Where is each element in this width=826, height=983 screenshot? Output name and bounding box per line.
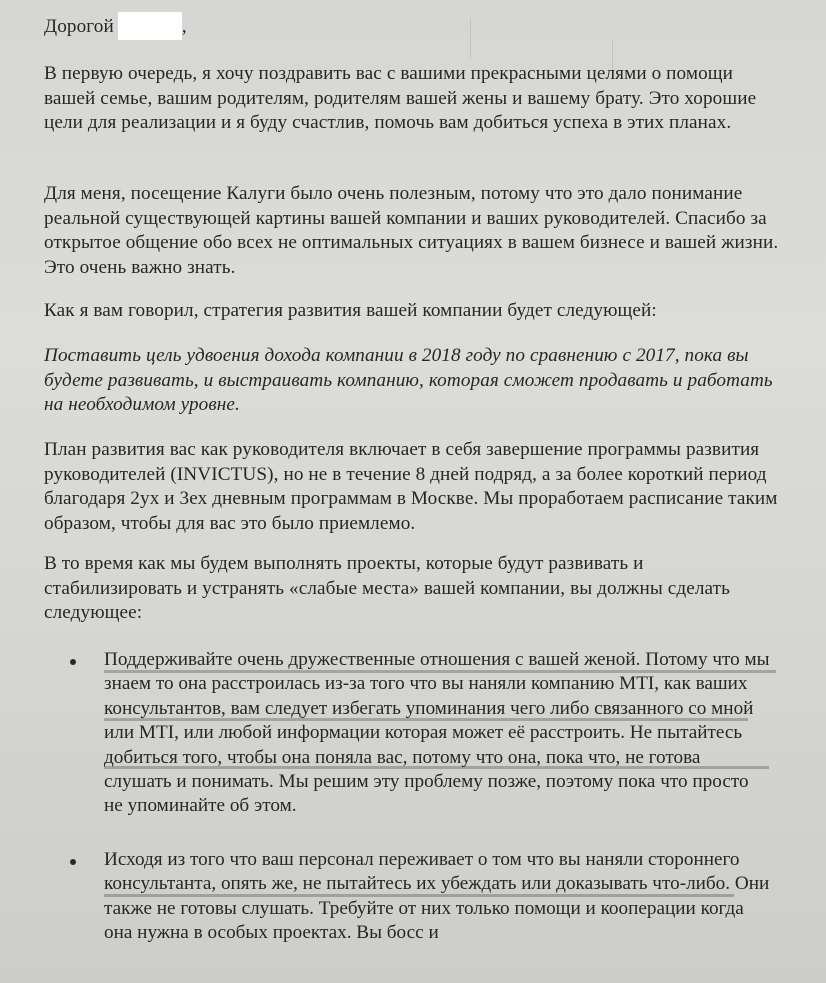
instructions-list: [70, 648, 770, 974]
greeting-comma: ,: [181, 16, 187, 37]
faint-pencil-mark: [470, 18, 471, 58]
greeting-word: Дорогой: [44, 16, 114, 37]
handwritten-underline: [104, 766, 769, 769]
paragraph-development-plan: План развития вас как руководителя включает в себя завершение программы развития руководителей (INVICTUS), но не в течение 8 дней подряд, а за более короткий период благодаря 2ух и 3ех дневным программам в Москве. Мы проработаем расписание таким образом, чтобы для вас это было приемлемо.: [44, 439, 778, 534]
letter-greeting: [44, 12, 187, 40]
bullet-text-staff: Исходя из того что ваш персонал переживает о том что вы наняли стороннего консультанта, опять же, не пытайтесь их убеждать или доказывать что-либо. Они также не готовы слушать. Требуйте от них только помощи и кооперации когда она нужна в особых проектах. Вы босс и: [104, 848, 770, 944]
list-item: [70, 848, 770, 946]
redacted-name-box: [118, 12, 182, 40]
handwritten-underline: [104, 670, 776, 673]
paragraph-kaluga-visit: Для меня, посещение Калуги было очень полезным, потому что это дало понимание реальной существующей картины вашей компании и ваших руководителей. Спасибо за открытое общение обо всех не оптимальных ситуациях в вашем бизнесе и вашей жизни. Это очень важно знать.: [44, 183, 779, 278]
handwritten-underline: [104, 894, 734, 897]
handwritten-underline: [104, 718, 748, 721]
bullet-text-wife: Поддерживайте очень дружественные отношения с вашей женой. Потому что мы знаем то она расстроилась из-за того что вы наняли компанию MTI, как ваших консультантов, вам следует избегать упоминания чего либо связанного со мной или MTI, или любой информации которая может её расстроить. Не пытайтесь добиться того, чтобы она поняла вас, потому что она, пока что, не готова слушать и понимать. Мы решим эту проблему позже, поэтому пока что просто не упоминайте об этом.: [104, 649, 770, 817]
paragraph-congratulations: В первую очередь, я хочу поздравить вас с вашими прекрасными целями о помощи вашей семье, вашим родителям, родителям вашей жены и вашему брату. Это хорошие цели для реализации и я буду счастлив, помочь вам добиться успеха в этих планах.: [44, 63, 757, 134]
paragraph-strategy-intro: Как я вам говорил, стратегия развития вашей компании будет следующей:: [44, 300, 657, 321]
paragraph-instructions-intro: В то время как мы будем выполнять проекты, которые будут развивать и стабилизировать и устранять «слабые места» вашей компании, вы должны сделать следующее:: [44, 553, 730, 624]
bullet-icon: [70, 859, 76, 865]
bullet-icon: [70, 659, 76, 665]
list-item: [70, 648, 770, 819]
paragraph-strategy-goal: Поставить цель удвоения дохода компании в 2018 году по сравнению с 2017, пока вы будете развивать, и выстраивать компанию, которая сможет продавать и работать на необходимом уровне.: [44, 345, 773, 416]
